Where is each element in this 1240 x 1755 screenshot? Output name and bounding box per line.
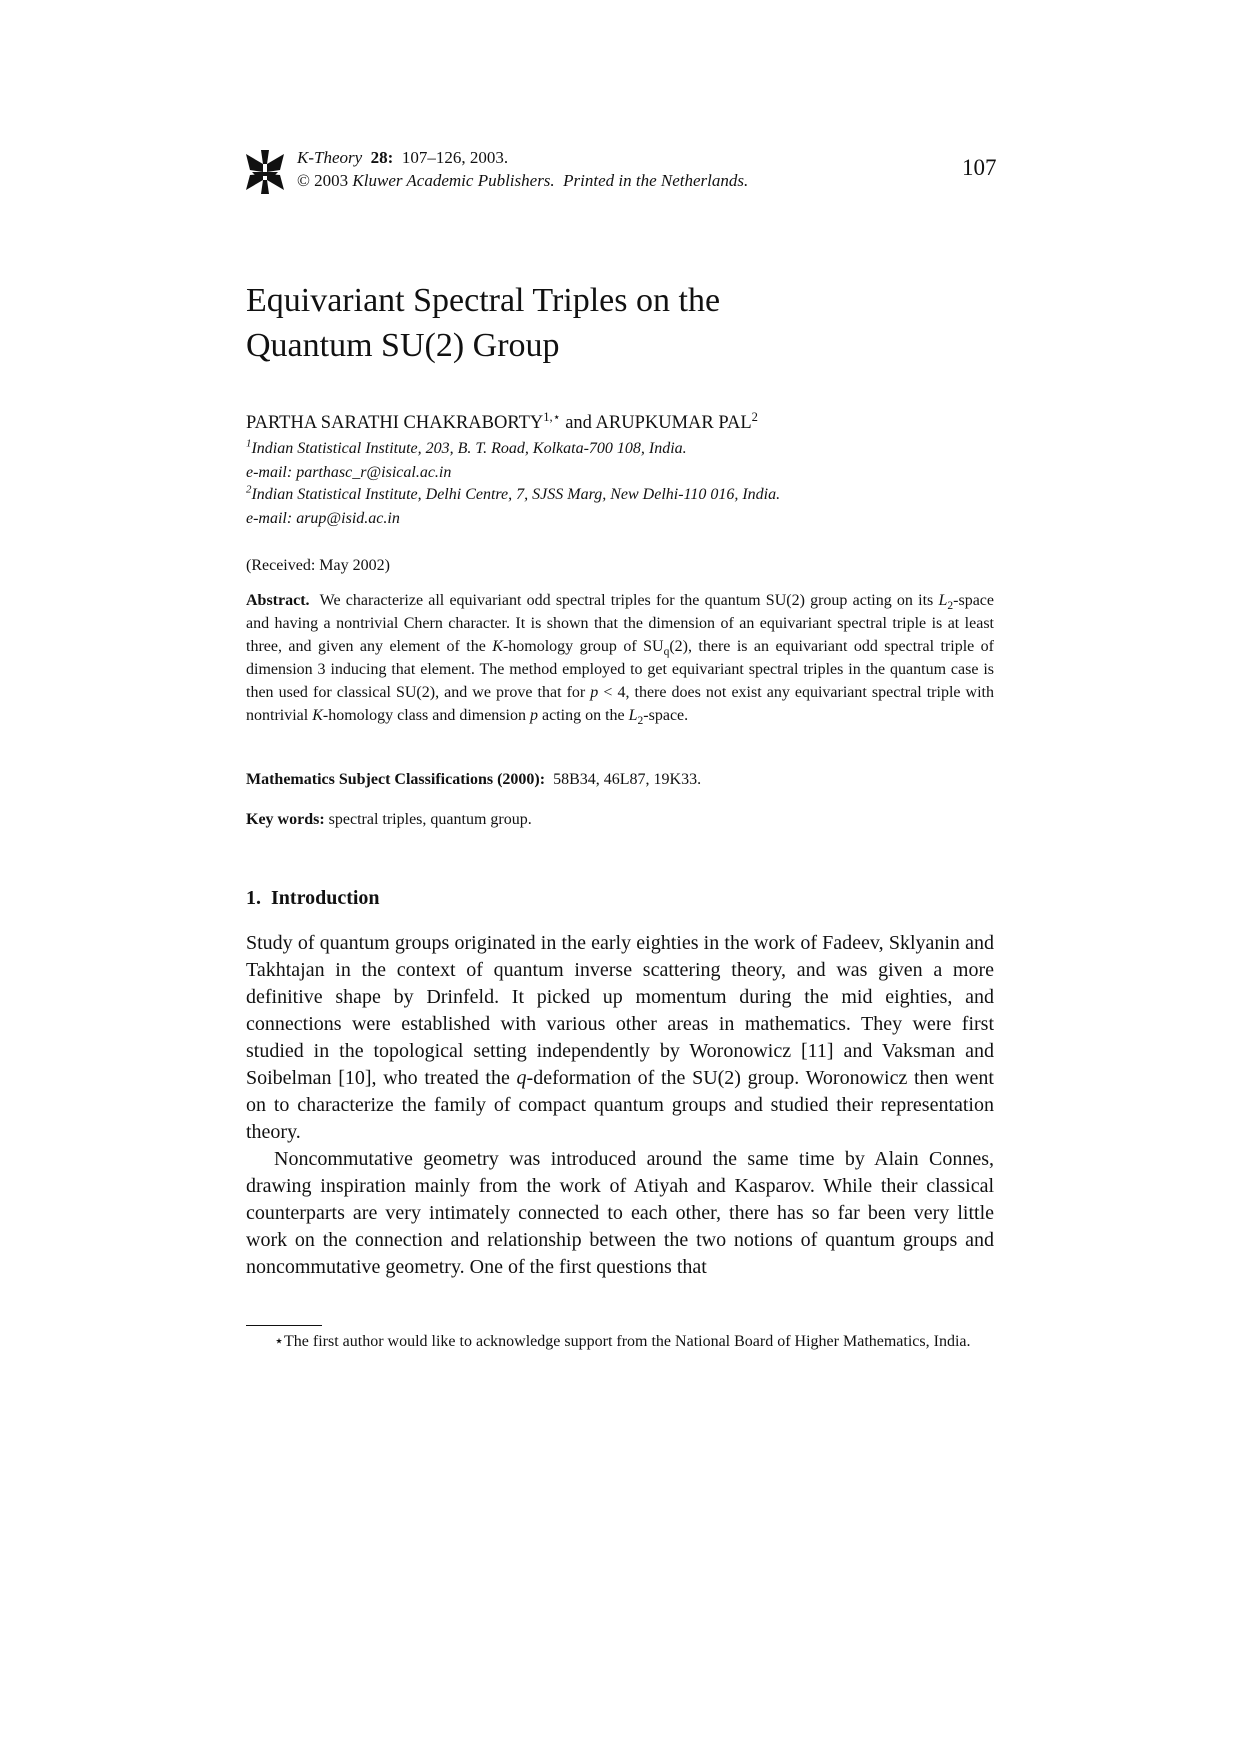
msc-value: 58B34, 46L87, 19K33. bbox=[553, 771, 702, 788]
page-number: 107 bbox=[962, 155, 997, 180]
journal-header bbox=[297, 146, 748, 192]
copyright-year: 2003 bbox=[314, 171, 349, 190]
journal-citation bbox=[297, 146, 748, 169]
msc-label: Mathematics Subject Classifications (2000): bbox=[246, 771, 546, 788]
abstract-text-3: -homology group of SU bbox=[502, 638, 664, 655]
keywords bbox=[246, 811, 994, 829]
title-line-2: Quantum SU(2) Group bbox=[246, 327, 560, 364]
affiliation-2 bbox=[246, 483, 781, 504]
section-heading bbox=[246, 887, 380, 910]
footnote-rule bbox=[246, 1325, 322, 1326]
abstract-text-5: < 4, there does not exist any equivariant spectral triple with nontrivial bbox=[246, 684, 994, 724]
abstract-text-7: acting on the bbox=[537, 707, 629, 724]
intro-p1-text-a: Study of quantum groups originated in the early eighties in the work of Fadeev, Sklyanin and Takhtajan in the context of quantum inverse scattering theory, and was given a more definitive shape by Drinfeld. It picked up momentum during the mid eighties, and connections were established with various other areas in mathematics. They were first studied in the topological setting independently by Woronowicz [11] and Vaksman and Soibelman [10], who treated the bbox=[246, 932, 994, 1089]
abstract-sub-2: 2 bbox=[947, 600, 954, 613]
abstract-sub-q: q bbox=[663, 646, 670, 659]
affiliation-1-text: Indian Statistical Institute, 203, B. T. Road, Kolkata-700 108, India. bbox=[251, 440, 687, 457]
abstract-p: p bbox=[590, 684, 599, 701]
printed-note: Printed in the Netherlands. bbox=[563, 171, 749, 190]
author-1: PARTHA SARATHI CHAKRABORTY bbox=[246, 413, 544, 433]
intro-paragraph-1 bbox=[246, 930, 994, 1146]
abstract-sub-2b: 2 bbox=[637, 715, 644, 728]
abstract-text-8: -space. bbox=[643, 707, 689, 724]
kluwer-publisher-logo-icon bbox=[246, 150, 284, 194]
section-title: Introduction bbox=[271, 887, 380, 909]
intro-paragraph-2: Noncommutative geometry was introduced around the same time by Alain Connes, drawing inspiration mainly from the work of Atiyah and Kasparov. While their classical counterparts are very intimately connected to each other, there has so far been very little work on the connection and relationship between the two notions of quantum groups and noncommutative geometry. One of the first questions that bbox=[246, 1148, 994, 1278]
copyright-symbol: © bbox=[297, 171, 310, 190]
abstract-l-2: L bbox=[628, 707, 638, 724]
journal-name: K-Theory bbox=[297, 148, 363, 167]
keywords-label: Key words: bbox=[246, 811, 325, 828]
abstract-k: K bbox=[492, 638, 503, 655]
abstract-l: L bbox=[938, 592, 948, 609]
journal-volume: 28: bbox=[370, 148, 394, 167]
section-number: 1. bbox=[246, 887, 261, 909]
author-2: ARUPKUMAR PAL bbox=[595, 413, 752, 433]
footnote-text: The first author would like to acknowledge support from the National Board of Higher Mathematics, India. bbox=[284, 1333, 971, 1350]
abstract-text-2: -space and having a nontrivial Chern character. It is shown that the dimension of an equivariant spectral triple is at least three, and given any element of the bbox=[246, 592, 994, 655]
abstract-k-2: K bbox=[312, 707, 323, 724]
title-line-1: Equivariant Spectral Triples on the bbox=[246, 282, 721, 319]
abstract-label: Abstract. bbox=[246, 592, 310, 609]
author-2-marks: 2 bbox=[751, 409, 758, 424]
affiliation-1 bbox=[246, 437, 687, 458]
msc-classification bbox=[246, 771, 994, 789]
footnote-mark: ⋆ bbox=[274, 1333, 285, 1350]
abstract bbox=[246, 589, 994, 727]
affiliation-1-email: e-mail: parthasc_r@isical.ac.in bbox=[246, 464, 452, 481]
affiliation-2-email: e-mail: arup@isid.ac.in bbox=[246, 510, 400, 527]
publisher-name: Kluwer Academic Publishers. bbox=[352, 171, 555, 190]
copyright-line bbox=[297, 169, 748, 192]
intro-q: q bbox=[516, 1067, 527, 1089]
journal-pages-year: 107–126, 2003. bbox=[401, 148, 509, 167]
author-1-marks: 1,⋆ bbox=[543, 409, 561, 424]
affiliation-2-number: 2 bbox=[246, 483, 252, 496]
received-date: (Received: May 2002) bbox=[246, 557, 390, 574]
affiliation-2-text: Indian Statistical Institute, Delhi Centre, 7, SJSS Marg, New Delhi-110 016, India. bbox=[251, 486, 781, 503]
abstract-p-2: p bbox=[529, 707, 538, 724]
affiliation-1-number: 1 bbox=[246, 437, 252, 450]
abstract-text-4: (2), there is an equivariant odd spectral triple of dimension 3 inducing that element. The method employed to get equivariant spectral triples in the quantum case is then used for classical SU(2), and we prove that for bbox=[246, 638, 994, 701]
footnote bbox=[246, 1330, 994, 1353]
intro-p1-text-b: -deformation of the SU(2) group. Woronowicz then went on to characterize the family of compact quantum groups and studied their representation theory. bbox=[246, 1067, 994, 1143]
paper-title bbox=[246, 278, 720, 368]
author-list bbox=[246, 409, 758, 434]
keywords-value: spectral triples, quantum group. bbox=[328, 811, 532, 828]
abstract-text-1: We characterize all equivariant odd spectral triples for the quantum SU(2) group acting on its bbox=[319, 592, 939, 609]
author-conjunction: and bbox=[565, 413, 592, 433]
abstract-text-6: -homology class and dimension bbox=[322, 707, 530, 724]
